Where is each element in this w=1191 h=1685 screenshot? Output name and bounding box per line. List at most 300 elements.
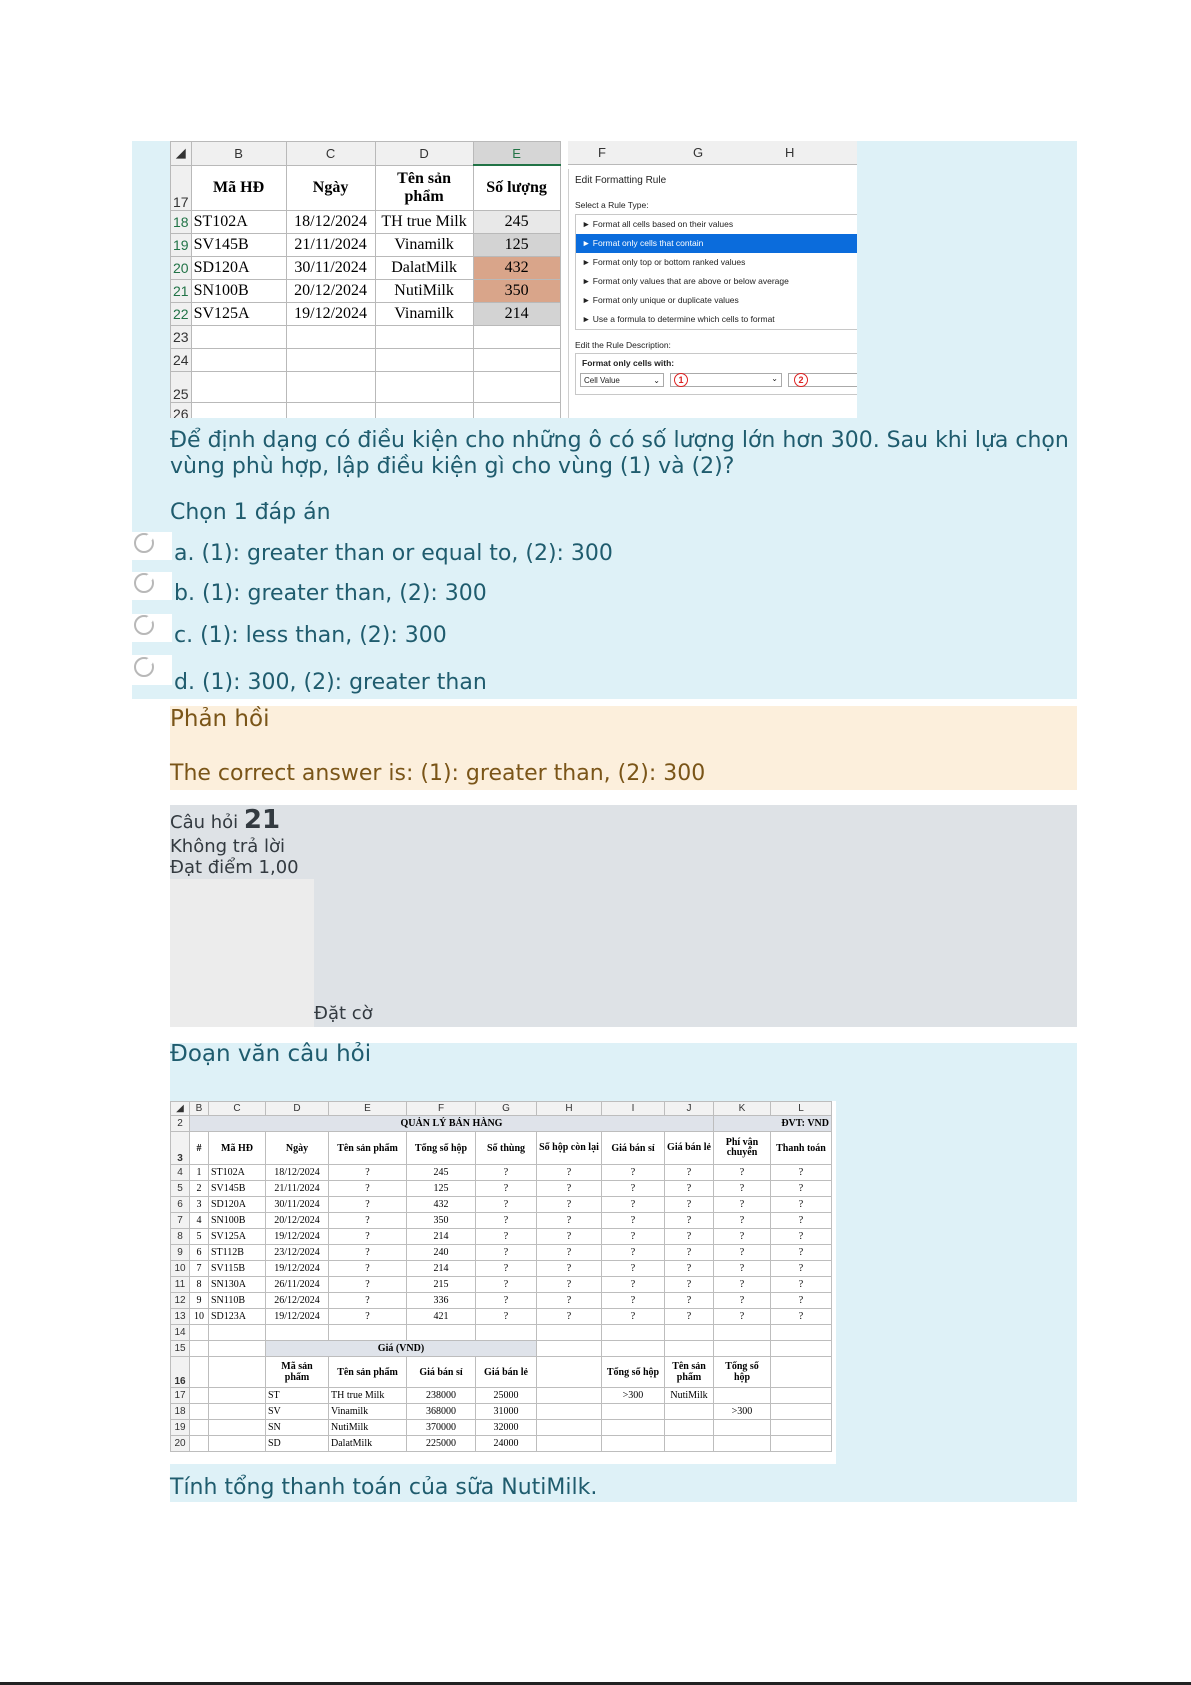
sales-cell: ? <box>329 1181 407 1197</box>
sales-cell: 10 <box>190 1309 209 1325</box>
sales-cell: ? <box>329 1293 407 1309</box>
sales-cell: ? <box>476 1229 537 1245</box>
sales-cell: ? <box>537 1229 602 1245</box>
sales-cell: 421 <box>407 1309 476 1325</box>
row-header: 24 <box>171 348 192 371</box>
sales-cell: ? <box>537 1245 602 1261</box>
empty-cell <box>665 1436 714 1452</box>
price-cell: 31000 <box>476 1404 537 1420</box>
empty-cell <box>602 1436 665 1452</box>
row-header: 26 <box>171 402 192 418</box>
sales-cell: 240 <box>407 1245 476 1261</box>
rule-description-box <box>575 353 857 395</box>
empty-cell <box>209 1436 266 1452</box>
sales-header: Giá bán lẻ <box>665 1132 714 1165</box>
sales-cell: ? <box>665 1197 714 1213</box>
sales-cell: SN130A <box>209 1277 266 1293</box>
cell-qty-highlighted: 350 <box>473 279 560 302</box>
sales-cell: SN100B <box>209 1213 266 1229</box>
cell-name: DalatMilk <box>375 256 473 279</box>
empty-cell <box>190 1420 209 1436</box>
sales-cell: SV125A <box>209 1229 266 1245</box>
row-header: 21 <box>171 279 192 302</box>
sales-cell: ? <box>714 1245 771 1261</box>
sales-row <box>171 1213 832 1229</box>
sales-row <box>171 1181 832 1197</box>
side-header: Tổng số hộp <box>602 1357 665 1388</box>
cell-date: 18/12/2024 <box>286 210 375 233</box>
row-header: 6 <box>171 1197 190 1213</box>
dialog-column-headers <box>568 141 857 165</box>
sales-cell: ? <box>476 1293 537 1309</box>
empty-cell <box>771 1388 832 1404</box>
sales-cell: 214 <box>407 1229 476 1245</box>
sales-cell: ? <box>476 1309 537 1325</box>
cell-value-dropdown[interactable] <box>580 373 664 387</box>
sales-cell: ? <box>476 1213 537 1229</box>
col-header: L <box>771 1102 832 1116</box>
sales-cell: ? <box>537 1181 602 1197</box>
sales-cell: ? <box>537 1277 602 1293</box>
sales-header: Số hộp còn lại <box>537 1132 602 1165</box>
sales-cell: ? <box>714 1293 771 1309</box>
empty-cell <box>537 1388 602 1404</box>
empty-cell <box>537 1420 602 1436</box>
side-cell <box>714 1388 771 1404</box>
side-cell <box>665 1404 714 1420</box>
side-cell <box>602 1404 665 1420</box>
sales-grid: ◢ B C D E F G H I J K L 2 QUẢN LÝ BÁN HÀNG ĐVT: VND 3 # Mã HĐ Ngày Tên sản phẩm Tổng số hộp Số thùng Số hộp còn lại Giá bán sỉ Giá bán lẻ Phí vận chuyển Thanh toán 4 1 ST102A 18/12/2024 ? 245 ? ? ? ? ? ? 5 2 SV145B 21/11/2024 ? 125 ? ? ? ? ? ? 6 3 SD120A 30/11/2024 ? 432 ? ? ? ? ? ? 7 4 SN100B 20/12/2024 ? 350 ? ? ? ? ? ? 8 5 SV125A 19/12/2024 ? 214 ? ? ? ? ? ? 9 6 ST112B 23/12/2024 ? 240 ? ? ? ? ? ? 10 7 SV115B 19/12/2024 ? 214 ? ? ? ? ? ? 11 8 SN130A 26/11/2024 ? 215 ? ? ? ? ? ? 12 9 SN110B 26/12/2024 ? 336 ? ? ? ? ? ? 13 10 SD123A 19/12/2024 ? 421 ? ? ? ? ? ? 14 15 Giá (VND) 16 Mã sản phẩm Tên sản phẩm Giá bán sỉ Giá bán lẻ Tổng số hộp Tên sản phẩm Tổng số hộp 17 ST TH true Milk 238000 25000 >300 NutiMilk 18 SV Vinamilk 368000 31000 >300 19 SN NutiMilk 370000 32000 20 SD DalatMilk 225000 24000 <box>170 1101 832 1452</box>
sales-cell: ? <box>602 1165 665 1181</box>
question-number-line <box>170 805 280 835</box>
sales-cell: ? <box>665 1309 714 1325</box>
value-input[interactable] <box>788 373 857 387</box>
sales-cell: ? <box>537 1261 602 1277</box>
feedback-panel <box>170 706 1077 790</box>
row-header: 8 <box>171 1229 190 1245</box>
header-cell: Mã HĐ <box>191 165 286 210</box>
empty-cell <box>209 1388 266 1404</box>
select-all-corner: ◢ <box>171 1102 190 1116</box>
sales-cell: 8 <box>190 1277 209 1293</box>
price-cell: 225000 <box>407 1436 476 1452</box>
side-header: Tên sản phẩm <box>665 1357 714 1388</box>
option-d-label[interactable]: d. (1): 300, (2): greater than <box>174 670 487 695</box>
marker-1: 1 <box>674 373 688 387</box>
row-header: 17 <box>171 165 192 210</box>
sales-cell: ? <box>602 1197 665 1213</box>
question-prompt: Tính tổng thanh toán của sữa NutiMilk. <box>170 1475 598 1500</box>
excel-screenshot-sales <box>170 1101 836 1464</box>
empty-cell <box>602 1420 665 1436</box>
col-header: F <box>407 1102 476 1116</box>
sales-row <box>171 1277 832 1293</box>
price-row <box>171 1404 832 1420</box>
sales-cell: 6 <box>190 1245 209 1261</box>
option-a-radio[interactable] <box>134 533 154 553</box>
sales-cell: ? <box>665 1165 714 1181</box>
sales-header: Mã HĐ <box>209 1132 266 1165</box>
sales-cell: ? <box>329 1309 407 1325</box>
sales-cell: ? <box>714 1165 771 1181</box>
row-header: 19 <box>171 233 192 256</box>
sales-cell: ? <box>665 1213 714 1229</box>
price-header: Giá bán sỉ <box>407 1357 476 1388</box>
sales-cell: 19/12/2024 <box>266 1229 329 1245</box>
empty-cell <box>209 1420 266 1436</box>
sales-cell: 19/12/2024 <box>266 1261 329 1277</box>
empty-cell <box>714 1436 771 1452</box>
sales-cell: ? <box>771 1245 832 1261</box>
sales-cell: 20/12/2024 <box>266 1213 329 1229</box>
row-header: 4 <box>171 1165 190 1181</box>
choose-one-label: Chọn 1 đáp án <box>170 500 331 525</box>
sales-cell: 9 <box>190 1293 209 1309</box>
price-cell: TH true Milk <box>329 1388 407 1404</box>
cell-id: SV145B <box>191 233 286 256</box>
sales-cell: ? <box>602 1261 665 1277</box>
marker-2: 2 <box>794 373 808 387</box>
sales-cell: 3 <box>190 1197 209 1213</box>
side-cell: NutiMilk <box>665 1388 714 1404</box>
select-rule-type-label: Select a Rule Type: <box>575 200 649 210</box>
sales-cell: ? <box>329 1277 407 1293</box>
sales-cell: ST112B <box>209 1245 266 1261</box>
sales-cell: 125 <box>407 1181 476 1197</box>
sales-cell: ? <box>476 1197 537 1213</box>
price-cell: 370000 <box>407 1420 476 1436</box>
sales-row <box>171 1293 832 1309</box>
row-header: 5 <box>171 1181 190 1197</box>
sales-cell: ? <box>329 1165 407 1181</box>
price-cell: 32000 <box>476 1420 537 1436</box>
sales-cell: ? <box>602 1277 665 1293</box>
sales-cell: SV145B <box>209 1181 266 1197</box>
row-header: 18 <box>171 210 192 233</box>
sales-cell: 26/11/2024 <box>266 1277 329 1293</box>
empty-cell <box>665 1420 714 1436</box>
cell-qty: 245 <box>473 210 560 233</box>
sales-cell: ? <box>476 1181 537 1197</box>
correct-answer-text: The correct answer is: (1): greater than, (2): 300 <box>170 761 706 786</box>
price-cell: DalatMilk <box>329 1436 407 1452</box>
question-number: 21 <box>243 805 281 835</box>
sales-cell: ? <box>329 1261 407 1277</box>
sales-cell: 214 <box>407 1261 476 1277</box>
sales-cell: ? <box>476 1277 537 1293</box>
format-only-label: Format only cells with: <box>582 358 675 368</box>
question-status: Không trả lời <box>170 836 286 857</box>
sales-cell: ? <box>771 1181 832 1197</box>
empty-cell <box>190 1404 209 1420</box>
sales-cell: ? <box>537 1309 602 1325</box>
price-header: Mã sản phẩm <box>266 1357 329 1388</box>
empty-cell <box>714 1420 771 1436</box>
sales-cell: SV115B <box>209 1261 266 1277</box>
sales-row <box>171 1261 832 1277</box>
sales-cell: ? <box>665 1229 714 1245</box>
row-header: 18 <box>171 1404 190 1420</box>
sales-cell: ? <box>602 1245 665 1261</box>
sales-cell: ? <box>714 1197 771 1213</box>
row-header: 17 <box>171 1388 190 1404</box>
option-b-radio[interactable] <box>134 573 154 593</box>
option-c-radio[interactable] <box>134 615 154 635</box>
feedback-title: Phản hồi <box>170 706 270 732</box>
sales-cell: ? <box>602 1309 665 1325</box>
sales-row <box>171 1245 832 1261</box>
col-header: G <box>693 145 704 160</box>
price-cell: SV <box>266 1404 329 1420</box>
sales-cell: ? <box>714 1181 771 1197</box>
sales-row <box>171 1197 832 1213</box>
sales-cell: 350 <box>407 1213 476 1229</box>
price-cell: SD <box>266 1436 329 1452</box>
sales-cell: ? <box>602 1229 665 1245</box>
empty-cell <box>771 1420 832 1436</box>
side-cell: >300 <box>602 1388 665 1404</box>
sales-cell: ? <box>537 1197 602 1213</box>
price-cell: 238000 <box>407 1388 476 1404</box>
header-cell: Số lượng <box>473 165 560 210</box>
sales-header: Ngày <box>266 1132 329 1165</box>
sales-cell: ? <box>665 1261 714 1277</box>
empty-cell <box>771 1436 832 1452</box>
sales-cell: ? <box>329 1213 407 1229</box>
sales-cell: ? <box>537 1165 602 1181</box>
sales-cell: ? <box>771 1261 832 1277</box>
sales-cell: ? <box>665 1277 714 1293</box>
cell-date: 30/11/2024 <box>286 256 375 279</box>
sales-cell: ? <box>714 1309 771 1325</box>
sales-cell: 1 <box>190 1165 209 1181</box>
cell-qty: 214 <box>473 302 560 325</box>
sales-cell: 18/12/2024 <box>266 1165 329 1181</box>
cell-date: 20/12/2024 <box>286 279 375 302</box>
sales-cell: ? <box>771 1197 832 1213</box>
rule-type-option[interactable]: ► Use a formula to determine which cells to format <box>582 314 775 324</box>
price-row <box>171 1420 832 1436</box>
sales-cell: ? <box>771 1213 832 1229</box>
row-header: 25 <box>171 371 192 402</box>
option-a-label[interactable]: a. (1): greater than or equal to, (2): 300 <box>174 541 613 566</box>
sales-cell: 19/12/2024 <box>266 1309 329 1325</box>
sales-cell: 245 <box>407 1165 476 1181</box>
sales-cell: ? <box>771 1229 832 1245</box>
price-cell: Vinamilk <box>329 1404 407 1420</box>
row-header: 23 <box>171 325 192 348</box>
sheet-title: QUẢN LÝ BÁN HÀNG <box>190 1116 714 1132</box>
sales-cell: ? <box>537 1213 602 1229</box>
row-header: 20 <box>171 1436 190 1452</box>
side-cell: >300 <box>714 1404 771 1420</box>
sales-cell: 26/12/2024 <box>266 1293 329 1309</box>
sheet-unit: ĐVT: VND <box>714 1116 832 1132</box>
row-header: 9 <box>171 1245 190 1261</box>
edit-description-label: Edit the Rule Description: <box>575 340 671 350</box>
sales-cell: ? <box>771 1165 832 1181</box>
col-header: H <box>785 145 795 160</box>
price-cell: SN <box>266 1420 329 1436</box>
row-header: 19 <box>171 1420 190 1436</box>
col-header: K <box>714 1102 771 1116</box>
col-header: D <box>375 142 473 166</box>
sales-cell: 21/11/2024 <box>266 1181 329 1197</box>
price-header: Tên sản phẩm <box>329 1357 407 1388</box>
sales-cell: ? <box>329 1229 407 1245</box>
rule-type-option[interactable]: ► Format only unique or duplicate values <box>582 295 739 305</box>
cell-id: SD120A <box>191 256 286 279</box>
col-header: G <box>476 1102 537 1116</box>
price-cell: 25000 <box>476 1388 537 1404</box>
flag-area <box>170 879 314 1027</box>
price-rows <box>171 1388 832 1452</box>
sales-cell: 336 <box>407 1293 476 1309</box>
rule-type-option[interactable]: ► Format only values that are above or below average <box>582 276 789 286</box>
sales-cell: ? <box>602 1213 665 1229</box>
empty-cell <box>537 1404 602 1420</box>
header-cell: Ngày <box>286 165 375 210</box>
price-row <box>171 1388 832 1404</box>
sales-cell: ? <box>602 1293 665 1309</box>
col-header: C <box>209 1102 266 1116</box>
option-c-label[interactable]: c. (1): less than, (2): 300 <box>174 623 447 648</box>
sales-row <box>171 1165 832 1181</box>
price-cell: NutiMilk <box>329 1420 407 1436</box>
price-header: Giá bán lẻ <box>476 1357 537 1388</box>
sales-cell: ? <box>476 1245 537 1261</box>
sales-cell: ? <box>476 1165 537 1181</box>
sales-cell: ? <box>714 1261 771 1277</box>
cell-name: NutiMilk <box>375 279 473 302</box>
sales-cell: SD120A <box>209 1197 266 1213</box>
sales-row <box>171 1229 832 1245</box>
chevron-down-icon: ⌄ <box>771 374 778 383</box>
chevron-down-icon: ⌄ <box>653 376 660 385</box>
price-cell: 24000 <box>476 1436 537 1452</box>
sales-header: # <box>190 1132 209 1165</box>
sales-header: Giá bán sỉ <box>602 1132 665 1165</box>
select-all-corner: ◢ <box>171 142 192 166</box>
question-label: Câu hỏi <box>170 812 239 833</box>
sales-cell: ? <box>714 1213 771 1229</box>
empty-cell <box>771 1404 832 1420</box>
empty-cell <box>537 1436 602 1452</box>
sales-cell: 432 <box>407 1197 476 1213</box>
sales-cell: ? <box>771 1293 832 1309</box>
sales-header: Số thùng <box>476 1132 537 1165</box>
sales-cell: SD123A <box>209 1309 266 1325</box>
question-section-title: Đoạn văn câu hỏi <box>170 1041 372 1067</box>
option-b-label[interactable]: b. (1): greater than, (2): 300 <box>174 581 487 606</box>
col-header: J <box>665 1102 714 1116</box>
sales-rows <box>171 1165 832 1325</box>
question-21-info-panel <box>170 805 1077 1027</box>
flag-question-link[interactable]: Đặt cờ <box>314 1003 373 1024</box>
sales-header: Tên sản phẩm <box>329 1132 407 1165</box>
cell-date: 21/11/2024 <box>286 233 375 256</box>
sales-cell: ? <box>476 1261 537 1277</box>
sales-cell: 30/11/2024 <box>266 1197 329 1213</box>
sales-cell: ? <box>714 1229 771 1245</box>
cell-date: 19/12/2024 <box>286 302 375 325</box>
sales-cell: 23/12/2024 <box>266 1245 329 1261</box>
row-header: 20 <box>171 256 192 279</box>
price-row <box>171 1436 832 1452</box>
cell-id: ST102A <box>191 210 286 233</box>
sales-cell: ? <box>665 1245 714 1261</box>
sales-cell: 215 <box>407 1277 476 1293</box>
price-cell: 368000 <box>407 1404 476 1420</box>
col-header-selected: E <box>473 142 560 166</box>
cell-id: SN100B <box>191 279 286 302</box>
cell-name: Vinamilk <box>375 233 473 256</box>
empty-cell <box>190 1388 209 1404</box>
operator-dropdown[interactable] <box>670 373 782 387</box>
side-header: Tổng số hộp <box>714 1357 771 1388</box>
rule-type-option[interactable]: ► Format all cells based on their values <box>582 219 734 229</box>
col-header: B <box>190 1102 209 1116</box>
col-header: D <box>266 1102 329 1116</box>
sales-cell: ? <box>714 1277 771 1293</box>
sales-header: Phí vận chuyển <box>714 1132 771 1165</box>
edit-formatting-rule-dialog <box>568 169 857 418</box>
col-header: B <box>191 142 286 166</box>
price-table-title: Giá (VND) <box>266 1341 537 1357</box>
price-cell: ST <box>266 1388 329 1404</box>
col-header: C <box>286 142 375 166</box>
sales-cell: ? <box>602 1181 665 1197</box>
excel-screenshot-conditional-format <box>170 141 857 418</box>
sales-cell: 2 <box>190 1181 209 1197</box>
spreadsheet-grid <box>170 141 561 418</box>
sales-cell: ? <box>537 1293 602 1309</box>
cell-id: SV125A <box>191 302 286 325</box>
sales-cell: ? <box>771 1309 832 1325</box>
sales-cell: ? <box>665 1293 714 1309</box>
rule-type-option[interactable]: ► Format only top or bottom ranked values <box>582 257 746 267</box>
sales-cell: SN110B <box>209 1293 266 1309</box>
col-header: H <box>537 1102 602 1116</box>
row-header: 13 <box>171 1309 190 1325</box>
row-header: 22 <box>171 302 192 325</box>
row-header: 7 <box>171 1213 190 1229</box>
dropdown-value: Cell Value <box>584 376 620 385</box>
col-header: I <box>602 1102 665 1116</box>
sales-cell: ? <box>665 1181 714 1197</box>
sales-row <box>171 1309 832 1325</box>
col-header: E <box>329 1102 407 1116</box>
sales-cell: ST102A <box>209 1165 266 1181</box>
dialog-title: Edit Formatting Rule <box>575 175 667 186</box>
col-header: F <box>598 145 606 160</box>
cell-qty: 125 <box>473 233 560 256</box>
option-d-radio[interactable] <box>134 657 154 677</box>
rule-type-option-selected[interactable]: ► Format only cells that contain <box>576 234 857 253</box>
cell-name: TH true Milk <box>375 210 473 233</box>
cell-name: Vinamilk <box>375 302 473 325</box>
sales-header: Tổng số hộp <box>407 1132 476 1165</box>
header-cell: Tên sản phẩm <box>375 165 473 210</box>
row-header: 12 <box>171 1293 190 1309</box>
sales-cell: ? <box>771 1277 832 1293</box>
row-header: 10 <box>171 1261 190 1277</box>
question-points: Đạt điểm 1,00 <box>170 857 299 878</box>
empty-cell <box>209 1404 266 1420</box>
row-header: 11 <box>171 1277 190 1293</box>
sales-header: Thanh toán <box>771 1132 832 1165</box>
sales-cell: 5 <box>190 1229 209 1245</box>
